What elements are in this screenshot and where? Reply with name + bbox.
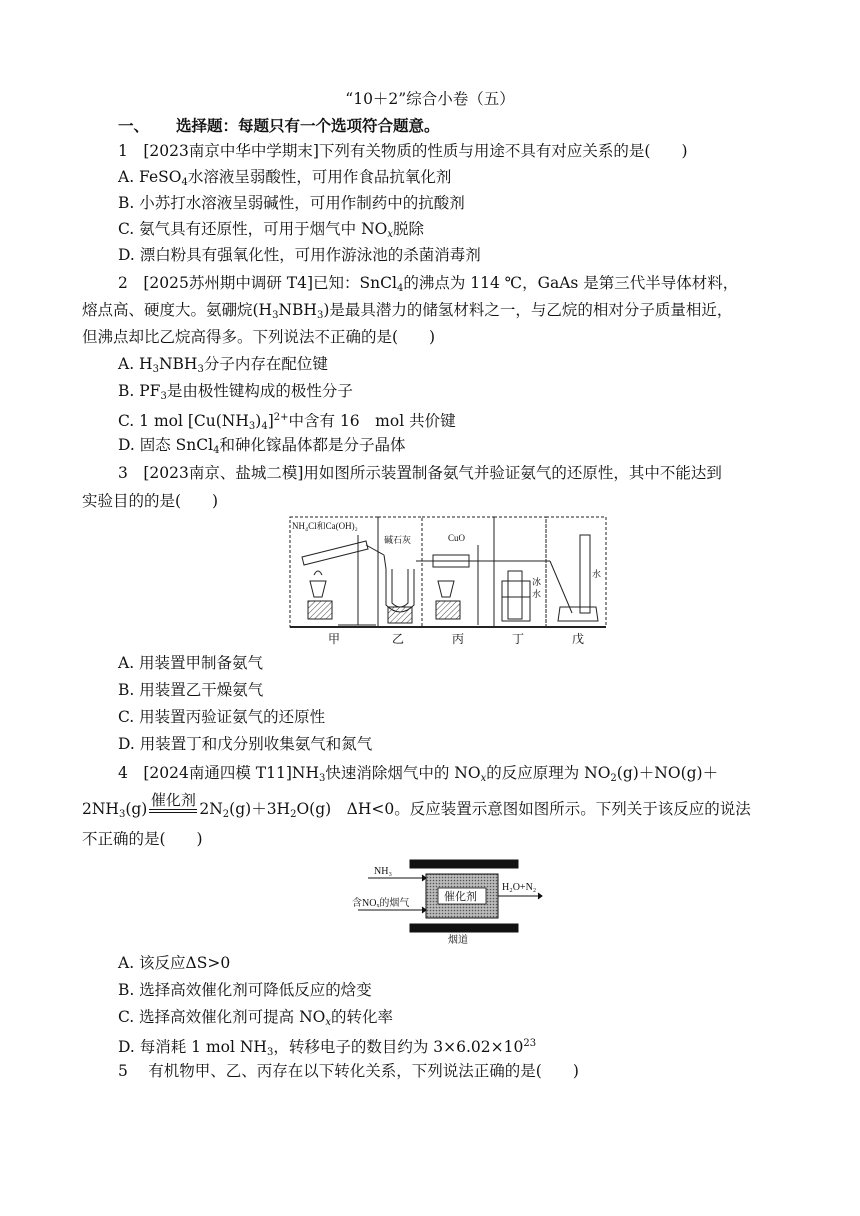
question-3-option-b: B. 用装置乙干燥氨气	[118, 681, 264, 699]
question-5-stem: 5 有机物甲、乙、丙存在以下转化关系，下列说法正确的是( )	[118, 1062, 579, 1080]
question-1-option-a: A. FeSO$_4$水溶液呈弱酸性，可用作食品抗氧化剂	[118, 168, 452, 188]
question-2-stem-line-3: 但沸点却比乙烷高得多。下列说法不正确的是( )	[82, 328, 436, 346]
flue-reactor-figure	[348, 858, 548, 944]
reagent-label-1: NH₄Cl和Ca(OH)₂	[292, 521, 358, 531]
question-4-option-c: C. 选择高效催化剂可提高 $NO_x$的转化率	[118, 1008, 394, 1028]
question-1-option-b: B. 小苏打水溶液呈弱碱性，可用作制药中的抗酸剂	[118, 194, 465, 212]
question-3-option-c: C. 用装置丙验证氨气的还原性	[118, 708, 326, 726]
question-4-option-d: D. 每消耗 1 mol $NH_3$，转移电子的数目约为 $3\times 6.02\times 10^{23}$	[118, 1038, 537, 1058]
product-label: H₂O+N₂	[502, 882, 537, 893]
box-jia	[290, 517, 378, 627]
catalyst-label: 催化剂	[444, 891, 477, 903]
question-3-stem-line-2: 实验目的的是( )	[82, 492, 219, 510]
apparatus-label-yi: 乙	[392, 632, 405, 646]
page-title: “10＋2”综合小卷（五）	[345, 90, 515, 108]
question-4-option-a: A. 该反应ΔS>0	[118, 954, 231, 972]
question-2-stem-line-1: 2 [2025苏州期中调研 T4]已知：SnCl$_4$的沸点为 114 ℃，GaAs 是第三代半导体材料，	[118, 274, 739, 294]
section-heading	[118, 114, 440, 136]
question-3-option-a: A. 用装置甲制备氨气	[118, 654, 264, 672]
question-2-stem-line-2: 熔点高、硬度大。氨硼烷$(H_3NBH_3)$是最具潜力的储氢材料之一，与乙烷的相对分子质量相近，	[82, 301, 733, 321]
ammonia-apparatus-figure	[288, 515, 608, 650]
apparatus-label-jia: 甲	[328, 632, 341, 646]
reagent-label-3: CuO	[448, 533, 466, 543]
question-2-option-c: C. 1 mol $[Cu(NH_3)_4]^{2+}$中含有 16 mol 共价键	[118, 412, 456, 432]
catalyst-arrow: 催化剂	[147, 798, 199, 820]
question-4-stem-line-3: 不正确的是( )	[82, 830, 203, 848]
apparatus-label-bing: 丙	[452, 632, 465, 646]
nh3-label: NH₃	[374, 866, 392, 877]
reagent-label-2: 碱石灰	[384, 535, 412, 545]
section-instruction: 选择题：每题只有一个选项符合题意。	[176, 116, 440, 135]
duct-label: 烟道	[448, 935, 468, 944]
apparatus-label-ding: 丁	[512, 632, 525, 646]
flue-gas-label: 含NOₓ的烟气	[352, 898, 410, 909]
question-2-option-a: A. $H_3NBH_3$分子内存在配位键	[118, 355, 328, 375]
section-number: 一、	[118, 116, 150, 135]
ice-label: 冰	[532, 577, 542, 587]
question-2-option-d: D. 固态 SnCl$_4$和砷化镓晶体都是分子晶体	[118, 436, 406, 456]
question-3-option-d: D. 用装置丁和戊分别收集氨气和氮气	[118, 735, 373, 753]
question-1-stem: 1 [2023南京中华中学期末]下列有关物质的性质与用途不具有对应关系的是( )	[118, 142, 688, 160]
apparatus-label-wu: 戊	[572, 632, 585, 646]
water-label-1: 水	[532, 589, 542, 599]
question-4-stem-line-1: 4 [2024南通四模 $T11]NH_3$快速消除烟气中的 $NO_x$的反应原理为 $NO_2(g)+NO(g)+$	[118, 764, 719, 784]
question-2-option-b: B. $PF_3$是由极性键构成的极性分子	[118, 382, 353, 402]
water-label-2: 水	[592, 569, 602, 579]
question-3-stem-line-1: 3 [2023南京、盐城二模]用如图所示装置制备氨气并验证氨气的还原性，其中不能达到	[118, 464, 722, 482]
question-4-option-b: B. 选择高效催化剂可降低反应的焓变	[118, 981, 372, 999]
question-1-option-d: D. 漂白粉具有强氧化性，可用作游泳池的杀菌消毒剂	[118, 246, 481, 264]
question-1-option-c: C. 氨气具有还原性，可用于烟气中 $NO_x$脱除	[118, 220, 425, 240]
question-4-stem-line-2: $2NH_3(g)$ 催化剂 $2N_2(g)+3H_2O(g)$ ΔH<0。反应装置示意图如图所示。下列关于该反应的说法	[82, 791, 751, 820]
